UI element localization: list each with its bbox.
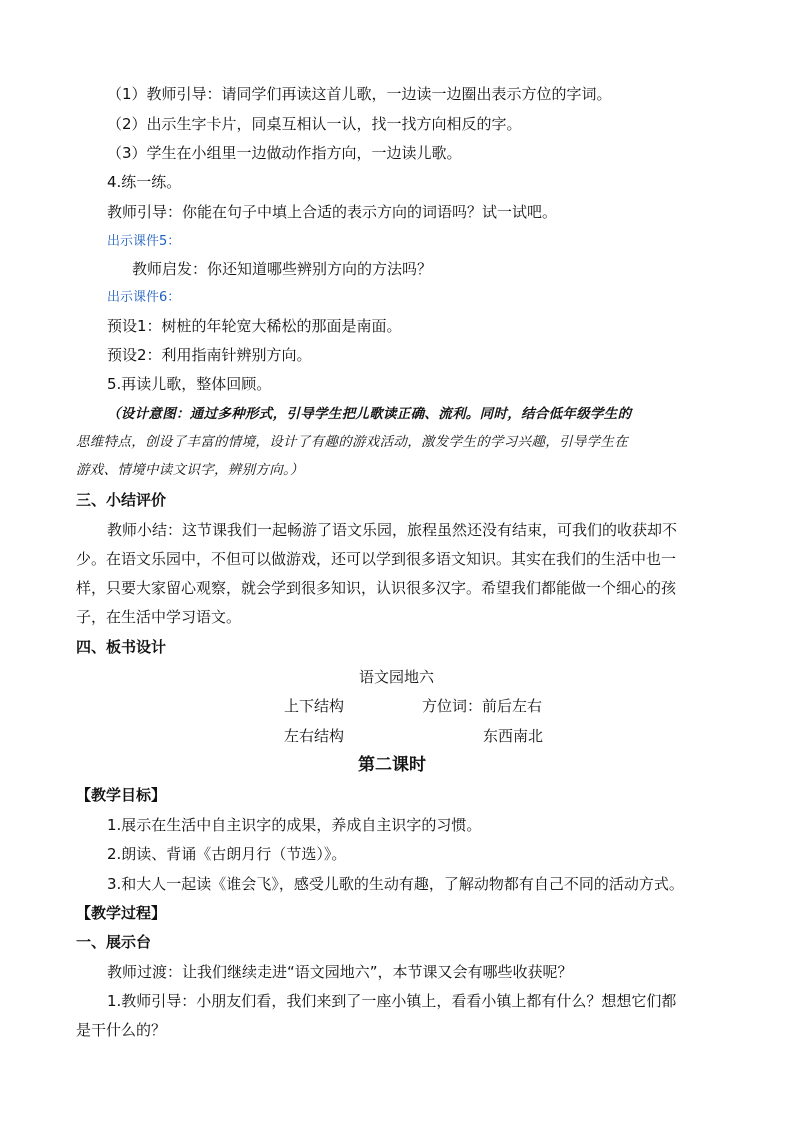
courseware-6-label: 出示课件6： <box>107 290 181 305</box>
preset-2-text: 预设2：利用指南针辨别方向。 <box>107 346 312 364</box>
design-intent-line-1-text: （设计意图：通过多种形式，引导学生把儿歌读正确、流利。同时，结合低年级学生的 <box>107 406 632 422</box>
design-intent-line-2: 思维特点，创设了丰富的情境，设计了有趣的游戏活动，激发学生的学习兴趣，引导学生在 <box>76 434 628 450</box>
transition-text: 教师过渡：让我们继续走进“语文园地六”，本节课又会有哪些收获呢？ <box>107 963 573 981</box>
lesson-2-title: 第二课时 <box>358 755 426 775</box>
goal-3-text: 3.和大人一起读《谁会飞》，感受儿歌的生动有趣，了解动物都有自己不同的活动方式。 <box>107 875 684 893</box>
board-right-2: 东西南北 <box>483 727 544 745</box>
preset-1-text: 预设1：树桩的年轮宽大稀松的那面是南面。 <box>107 317 402 335</box>
summary-line-1: 教师小结：这节课我们一起畅游了语文乐园，旅程虽然还没有结束，可我们的收获却不 <box>107 521 678 539</box>
summary-line-3: 样，只要大家留心观察，就会学到很多知识，认识很多汉字。希望我们都能做一个细心的孩 <box>76 579 677 597</box>
step-1-text: （1）教师引导：请同学们再读这首儿歌，一边读一边圈出表示方位的字词。 <box>107 85 612 103</box>
goal-1-text: 1.展示在生活中自主识字的成果，养成自主识字的习惯。 <box>107 816 482 834</box>
design-intent-line-3: 游戏、情境中读文识字，辨别方向。） <box>76 462 304 478</box>
board-left-2: 左右结构 <box>284 727 345 745</box>
step-3-text: （3）学生在小组里一边做动作指方向，一边读儿歌。 <box>107 144 462 162</box>
summary-line-2: 少。在语文乐园中，不但可以做游戏，还可以学到很多语文知识。其实在我们的生活中也一 <box>76 550 677 568</box>
section-4-heading: 四、板书设计 <box>76 638 167 656</box>
reread-heading: 5.再读儿歌，整体回顾。 <box>107 375 272 393</box>
guide-line-1: 1.教师引导：小朋友们看，我们来到了一座小镇上，看看小镇上都有什么？想想它们都 <box>107 992 677 1010</box>
board-title: 语文园地六 <box>359 668 435 686</box>
step-2-text: （2）出示生字卡片，同桌互相认一认，找一找方向相反的字。 <box>107 115 522 133</box>
courseware-5-label: 出示课件5： <box>107 234 181 249</box>
teaching-goals-heading: 【教学目标】 <box>76 786 167 804</box>
goal-2-text: 2.朗读、背诵《古朗月行（节选）》。 <box>107 845 347 863</box>
design-intent-line-1 <box>107 404 631 424</box>
teaching-process-heading: 【教学过程】 <box>76 904 167 922</box>
teacher-guide-text: 教师引导：你能在句子中填上合适的表示方向的词语吗？试一试吧。 <box>107 203 558 221</box>
teacher-inspire-text: 教师启发：你还知道哪些辨别方向的方法吗？ <box>132 260 433 278</box>
section-3-heading: 三、小结评价 <box>76 491 167 509</box>
summary-line-4: 子，在生活中学习语文。 <box>76 608 242 626</box>
guide-line-2: 是干什么的？ <box>76 1021 167 1039</box>
practice-heading: 4.练一练。 <box>107 173 182 191</box>
board-left-1: 上下结构 <box>284 697 345 715</box>
section-1-heading: 一、展示台 <box>76 933 152 951</box>
board-right-1: 方位词：前后左右 <box>422 697 543 715</box>
